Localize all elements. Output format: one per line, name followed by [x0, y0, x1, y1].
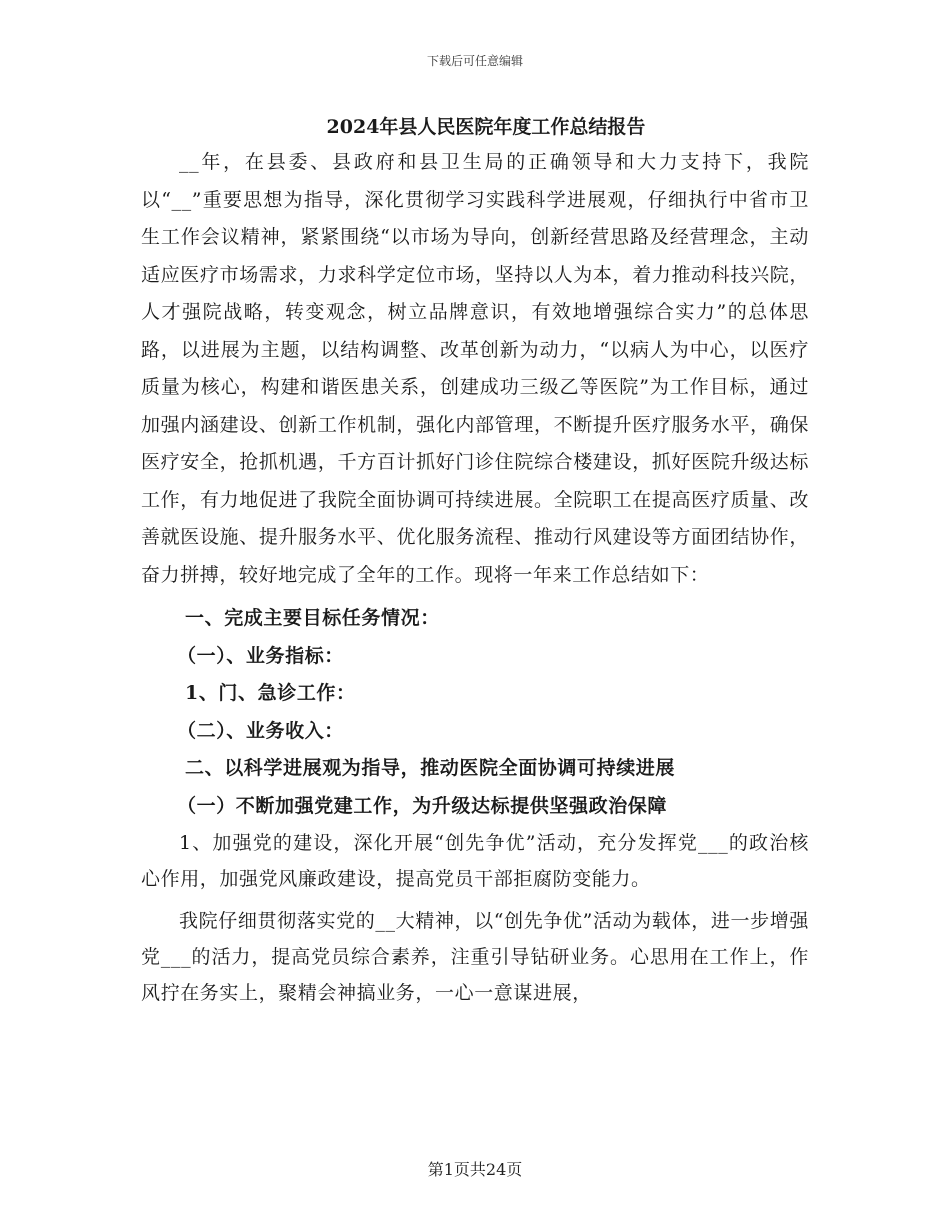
header-note: 下载后可任意编辑 [426, 54, 523, 68]
body-paragraph-1: 1、加强党的建设，深化开展“创先争优”活动，充分发挥党___的政治核心作用，加强党风廉政建设，提高党员干部拒腐防变能力。 [141, 832, 809, 890]
subsection-heading-business-income: （二）、业务收入： [177, 719, 344, 742]
page-number: 第1页共24页 [427, 1160, 523, 1179]
item-heading-outpatient: 1、门、急诊工作： [185, 682, 356, 704]
section-heading-1: 一、完成主要目标任务情况： [185, 607, 440, 629]
section-heading-2: 二、以科学进展观为指导，推动医院全面协调可持续进展 [185, 757, 676, 779]
subsection-heading-business-indicators: （一）、业务指标： [177, 644, 344, 667]
intro-paragraph: __年，在县委、县政府和县卫生局的正确领导和大力支持下，我院以“__”重要思想为指导，深化贯彻学习实践科学进展观，仔细执行中省市卫生工作会议精神，紧紧围绕“以市场为导向，创新经营思路及经营理念，主动适应医疗市场需求，力求科学定位市场，坚持以人为本，着力推动科技兴院，人才强院战略，转变观念，树立品牌意识，有效地增强综合实力”的总体思路，以进展为主题，以结构调整、改革创新为动力，“以病人为中心，以医疗质量为核心，构建和谐医患关系，创建成功三级乙等医院”为工作目标，通过加强内涵建设、创新工作机制，强化内部管理，不断提升医疗服务水平，确保医疗安全，抢抓机遇，千方百计抓好门诊住院综合楼建设，抓好医院升级达标工作，有力地促进了我院全面协调可持续进展。全院职工在提高医疗质量、改善就医设施、提升服务水平、优化服务流程、推动行风建设等方面团结协作，奋力拼搏，较好地完成了全年的工作。现将一年来工作总结如下： [141, 151, 809, 586]
subsection-heading-party-building: （一）不断加强党建工作，为升级达标提供坚强政治保障 [177, 794, 668, 817]
body-paragraph-2: 我院仔细贯彻落实党的__大精神，以“创先争优”活动为载体，进一步增强党___的活力，提高党员综合素养，注重引导钻研业务。心思用在工作上，作风拧在务实上，聚精会神搞业务，一心一意谋进展， [141, 910, 809, 1004]
document-body [141, 112, 809, 1011]
document-title: 2024年县人民医院年度工作总结报告 [326, 116, 646, 138]
